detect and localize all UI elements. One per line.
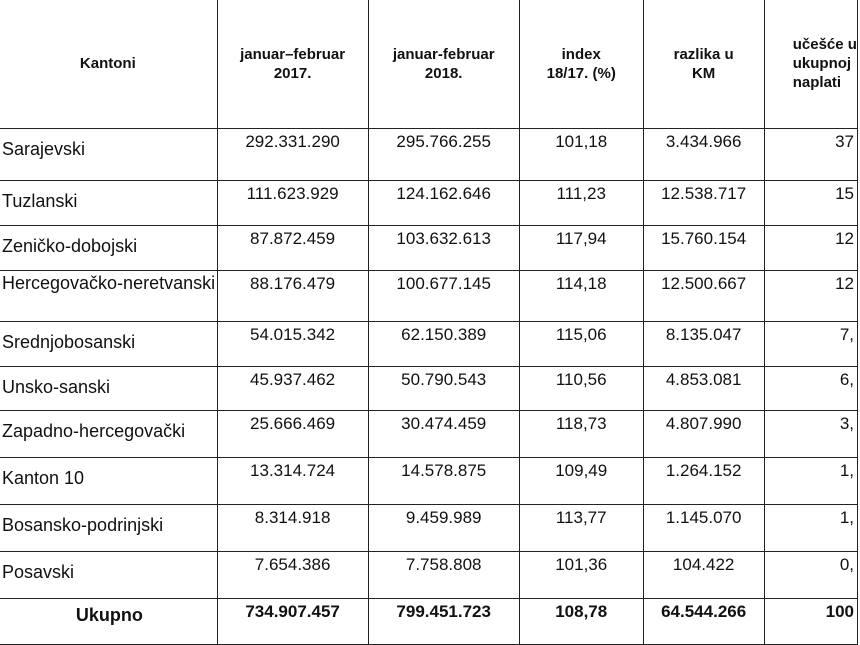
total-index: 108,78 [519, 599, 643, 645]
header-razlika: razlika u KM [643, 0, 764, 129]
share-value: 0, [764, 552, 857, 599]
difference-value: 1.264.152 [643, 458, 764, 505]
share-value: 12 [764, 226, 857, 271]
share-value: 15 [764, 181, 857, 226]
table-row [0, 181, 858, 226]
value-2018: 9.459.989 [368, 505, 519, 552]
index-value: 109,49 [519, 458, 643, 505]
total-share: 100 [764, 599, 857, 645]
value-2018: 14.578.875 [368, 458, 519, 505]
value-2017: 292.331.290 [217, 129, 368, 181]
table-row [0, 458, 858, 505]
kanton-name: Posavski [0, 552, 217, 599]
index-value: 111,23 [519, 181, 643, 226]
table-row [0, 226, 858, 271]
share-value: 12 [764, 271, 857, 322]
total-difference: 64.544.266 [643, 599, 764, 645]
index-value: 110,56 [519, 367, 643, 411]
share-value: 6, [764, 367, 857, 411]
header-kantoni: Kantoni [0, 0, 217, 129]
value-2017: 8.314.918 [217, 505, 368, 552]
difference-value: 12.500.667 [643, 271, 764, 322]
value-2018: 124.162.646 [368, 181, 519, 226]
difference-value: 4.853.081 [643, 367, 764, 411]
value-2018: 295.766.255 [368, 129, 519, 181]
header-2017: januar–februar 2017. [217, 0, 368, 129]
share-value: 3, [764, 411, 857, 458]
index-value: 118,73 [519, 411, 643, 458]
kanton-name: Zeničko-dobojski [0, 226, 217, 271]
difference-value: 8.135.047 [643, 322, 764, 367]
header-row [0, 0, 858, 129]
difference-value: 4.807.990 [643, 411, 764, 458]
index-value: 113,77 [519, 505, 643, 552]
total-2018: 799.451.723 [368, 599, 519, 645]
header-index: index 18/17. (%) [519, 0, 643, 129]
value-2017: 111.623.929 [217, 181, 368, 226]
value-2017: 88.176.479 [217, 271, 368, 322]
table-row [0, 322, 858, 367]
total-2017: 734.907.457 [217, 599, 368, 645]
value-2018: 7.758.808 [368, 552, 519, 599]
index-value: 117,94 [519, 226, 643, 271]
kanton-name: Unsko-sanski [0, 367, 217, 411]
kanton-name: Hercegovačko-neretvanski [0, 271, 217, 322]
index-value: 115,06 [519, 322, 643, 367]
kanton-name: Tuzlanski [0, 181, 217, 226]
difference-value: 1.145.070 [643, 505, 764, 552]
total-row [0, 599, 858, 645]
table-row [0, 552, 858, 599]
value-2018: 50.790.543 [368, 367, 519, 411]
value-2018: 100.677.145 [368, 271, 519, 322]
index-value: 101,36 [519, 552, 643, 599]
kanton-name: Bosansko-podrinjski [0, 505, 217, 552]
value-2017: 87.872.459 [217, 226, 368, 271]
difference-value: 12.538.717 [643, 181, 764, 226]
value-2017: 13.314.724 [217, 458, 368, 505]
value-2018: 62.150.389 [368, 322, 519, 367]
kanton-name: Sarajevski [0, 129, 217, 181]
value-2017: 25.666.469 [217, 411, 368, 458]
kanton-name: Zapadno-hercegovački [0, 411, 217, 458]
difference-value: 15.760.154 [643, 226, 764, 271]
value-2017: 7.654.386 [217, 552, 368, 599]
table-row [0, 367, 858, 411]
value-2018: 103.632.613 [368, 226, 519, 271]
total-label: Ukupno [0, 599, 217, 645]
difference-value: 104.422 [643, 552, 764, 599]
kanton-name: Kanton 10 [0, 458, 217, 505]
difference-value: 3.434.966 [643, 129, 764, 181]
kanton-name: Srednjobosanski [0, 322, 217, 367]
value-2018: 30.474.459 [368, 411, 519, 458]
share-value: 1, [764, 458, 857, 505]
table-row [0, 129, 858, 181]
index-value: 114,18 [519, 271, 643, 322]
table-row [0, 271, 858, 322]
value-2017: 54.015.342 [217, 322, 368, 367]
value-2017: 45.937.462 [217, 367, 368, 411]
header-udio: učešće u ukupnoj naplati [764, 0, 857, 129]
header-2018: januar-februar 2018. [368, 0, 519, 129]
table-row [0, 411, 858, 458]
share-value: 7, [764, 322, 857, 367]
index-value: 101,18 [519, 129, 643, 181]
share-value: 37 [764, 129, 857, 181]
share-value: 1, [764, 505, 857, 552]
table-row [0, 505, 858, 552]
